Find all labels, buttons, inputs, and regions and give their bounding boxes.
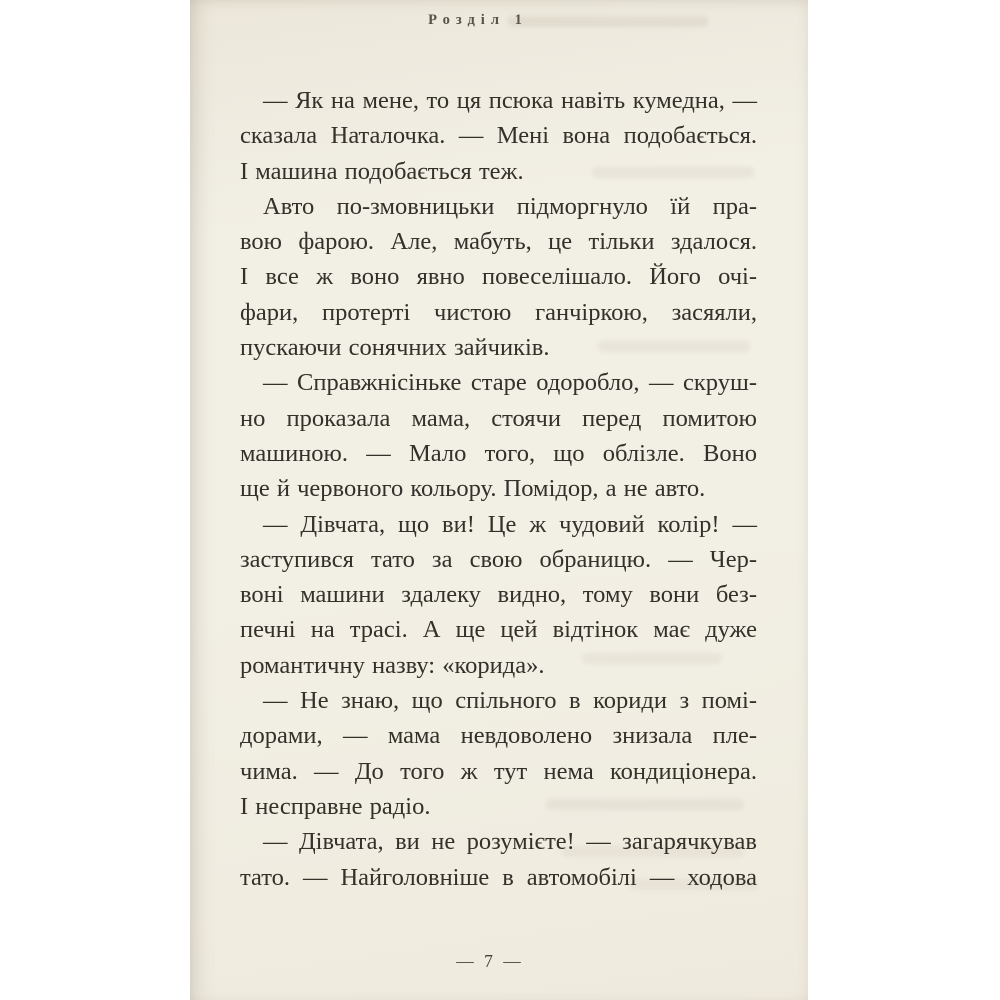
text-line: І все ж воно явно повеселішало. Його очі-: [240, 263, 757, 291]
text-line: І несправне радіо.: [240, 792, 431, 820]
text-line: машиною. — Мало того, що облізле. Воно: [240, 439, 757, 467]
text-line: І машина подобається теж.: [240, 157, 524, 185]
bleed-through-smudge: [508, 16, 708, 27]
text-line: заступився тато за свою обраницю. — Чер-: [240, 545, 757, 573]
page-number: — 7 —: [456, 951, 524, 971]
text-line: фари, протерті чистою ганчіркою, засяяли,: [240, 298, 757, 326]
text-line: ще й червоного кольору. Помідор, а не авто.: [240, 475, 706, 503]
text-line: Авто по-змовницьки підморгнуло їй пра-: [263, 192, 757, 220]
text-line: но проказала мама, стоячи перед помитою: [240, 404, 757, 432]
text-line: — Не знаю, що спільного в кориди з помі-: [263, 687, 757, 715]
text-line: пускаючи сонячних зайчиків.: [240, 334, 550, 362]
text-line: романтичну назву: «корида».: [240, 651, 545, 679]
text-line: — Дівчата, ви не розумієте! — загарячкував: [263, 828, 757, 856]
text-line: печні на трасі. А ще цей відтінок має дуже: [240, 616, 757, 644]
text-line: тато. — Найголовніше в автомобілі — ходова: [240, 863, 757, 891]
text-line: — Справжнісіньке старе одоробло, — скруш-: [263, 369, 757, 397]
text-line: — Дівчата, що ви! Це ж чудовий колір! —: [263, 510, 757, 538]
text-line: вою фарою. Але, мабуть, це тільки здалося.: [240, 228, 757, 256]
text-line: чима. — До того ж тут нема кондиціонера.: [240, 757, 757, 785]
chapter-header: Розділ 1: [428, 12, 528, 28]
body-text: [240, 83, 757, 895]
text-line: дорами, — мама невдоволено знизала пле-: [240, 722, 757, 750]
book-page: [190, 0, 808, 1000]
text-line: воні машини здалеку видно, тому вони без-: [240, 581, 757, 609]
text-line: сказала Наталочка. — Мені вона подобається.: [240, 122, 757, 150]
text-line: — Як на мене, то ця псюка навіть кумедна, —: [263, 87, 757, 114]
